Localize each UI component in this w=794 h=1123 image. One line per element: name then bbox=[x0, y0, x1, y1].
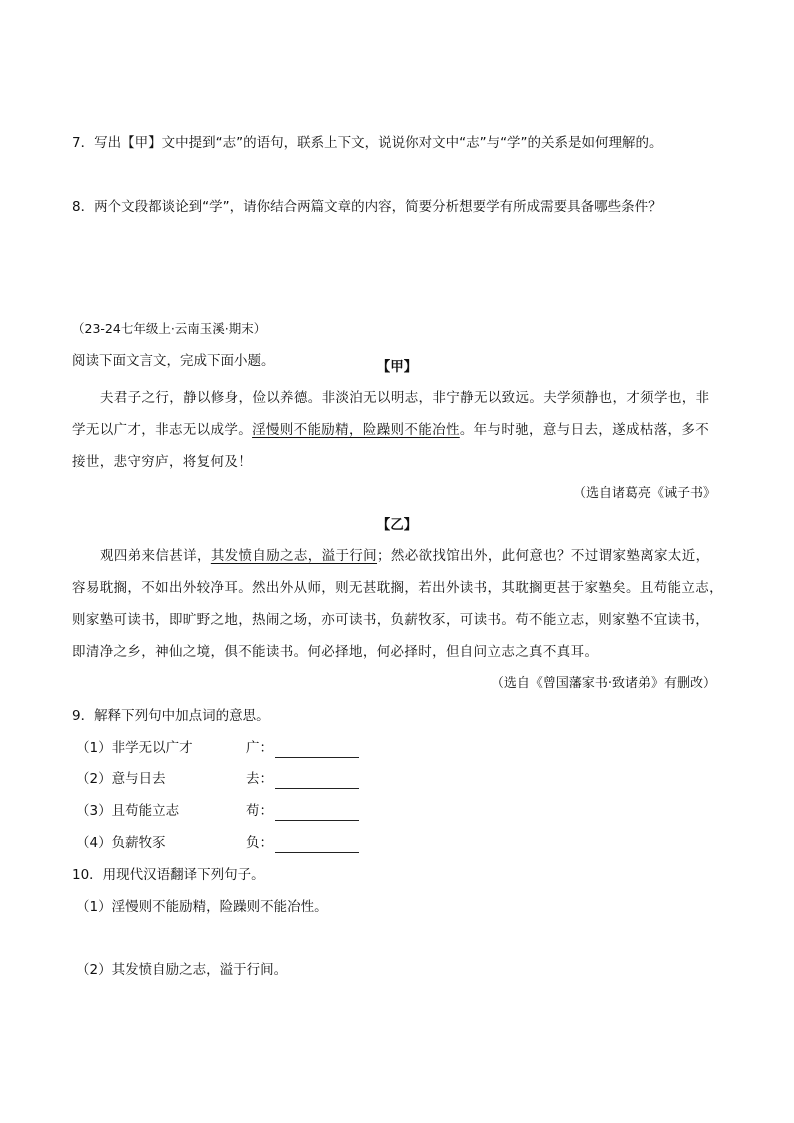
passage-yi-line-4: 即清净之乡，神仙之境，俱不能读书。何必择地，何必择时，但自问立志之真不真耳。 bbox=[72, 644, 599, 660]
question-9-item-4-word: 负： bbox=[246, 835, 273, 851]
passage-jia-heading: 【甲】 bbox=[376, 359, 418, 375]
question-9-item-4-answer bbox=[246, 833, 359, 853]
question-9-item-1-label: （1）非学无以广才 bbox=[76, 740, 193, 756]
question-9-item-3-label: （3）且苟能立志 bbox=[76, 803, 180, 819]
passage-jia-citation: （选自诸葛亮《诫子书》 bbox=[572, 486, 716, 501]
question-9-item-2-label: （2）意与日去 bbox=[76, 771, 166, 787]
question-9-item-1-answer bbox=[246, 738, 359, 758]
question-9-prompt: 9．解释下列句中加点词的意思。 bbox=[72, 708, 270, 724]
question-10-prompt: 10．用现代汉语翻译下列句子。 bbox=[72, 867, 265, 883]
question-9-item-4-label: （4）负薪牧豕 bbox=[76, 835, 166, 851]
passage-jia-line-1: 夫君子之行，静以修身，俭以养德。非淡泊无以明志，非宁静无以致远。夫学须静也，才须学也，非 bbox=[100, 390, 710, 406]
passage-jia-line-2 bbox=[72, 420, 722, 440]
question-9-item-3-word: 苟： bbox=[246, 803, 273, 819]
passage-jia-underlined-sentence: 淫慢则不能励精，险躁则不能冶性 bbox=[252, 422, 460, 438]
question-9-item-1-word: 广： bbox=[246, 740, 273, 756]
question-9-item-2-word: 去： bbox=[246, 771, 273, 787]
passage-jia-line-2-start: 学无以广才，非志无以成学。 bbox=[72, 422, 253, 438]
question-9-item-1-blank[interactable] bbox=[275, 743, 359, 758]
question-9-item-2-answer bbox=[246, 769, 359, 789]
question-9-item-2-blank[interactable] bbox=[275, 774, 359, 789]
passage-yi-line-2: 容易耽搁，不如出外较净耳。然出外从师，则无甚耽搁，若出外读书，其耽搁更甚于家塾矣。且苟能立志， bbox=[72, 580, 723, 596]
passage-yi-line-1-start: 观四弟来信甚详， bbox=[100, 548, 211, 564]
passage-yi-underlined-sentence: 其发愤自励之志，溢于行间 bbox=[210, 548, 378, 564]
question-9-item-4-blank[interactable] bbox=[275, 838, 359, 853]
source-note: （23-24七年级上·云南玉溪·期末） bbox=[72, 321, 267, 336]
question-7: 7．写出【甲】文中提到“志”的语句，联系上下文，说说你对文中“志”与“学”的关系是如何理解的。 bbox=[72, 135, 663, 151]
passage-yi-line-3: 则家塾可读书，即旷野之地，热闹之场，亦可读书，负薪牧豕，可读书。苟不能立志，则家塾不宜读书， bbox=[72, 612, 710, 628]
passage-yi-line-1 bbox=[72, 546, 750, 566]
question-10-item-2: （2）其发愤自励之志，溢于行间。 bbox=[76, 962, 288, 978]
question-10-item-1: （1）淫慢则不能励精，险躁则不能冶性。 bbox=[76, 899, 328, 915]
passage-yi-citation: （选自《曾国藩家书·致诸弟》有删改） bbox=[490, 676, 716, 691]
passage-jia-line-3: 接世，悲守穷庐，将复何及！ bbox=[72, 454, 253, 470]
question-9-item-3-answer bbox=[246, 801, 359, 821]
question-9-item-3-blank[interactable] bbox=[275, 806, 359, 821]
question-8: 8．两个文段都谈论到“学”，请你结合两篇文章的内容，简要分析想要学有所成需要具备哪些条件？ bbox=[72, 199, 662, 215]
passage-yi-heading: 【乙】 bbox=[376, 517, 418, 533]
reading-instruction: 阅读下面文言文，完成下面小题。 bbox=[72, 353, 275, 369]
passage-yi-line-1-end: ；然必欲找馆出外，此何意也？不过谓家塾离家太近， bbox=[377, 548, 710, 564]
passage-jia-line-2-end: 。年与时驰，意与日去，遂成枯落，多不 bbox=[459, 422, 710, 438]
